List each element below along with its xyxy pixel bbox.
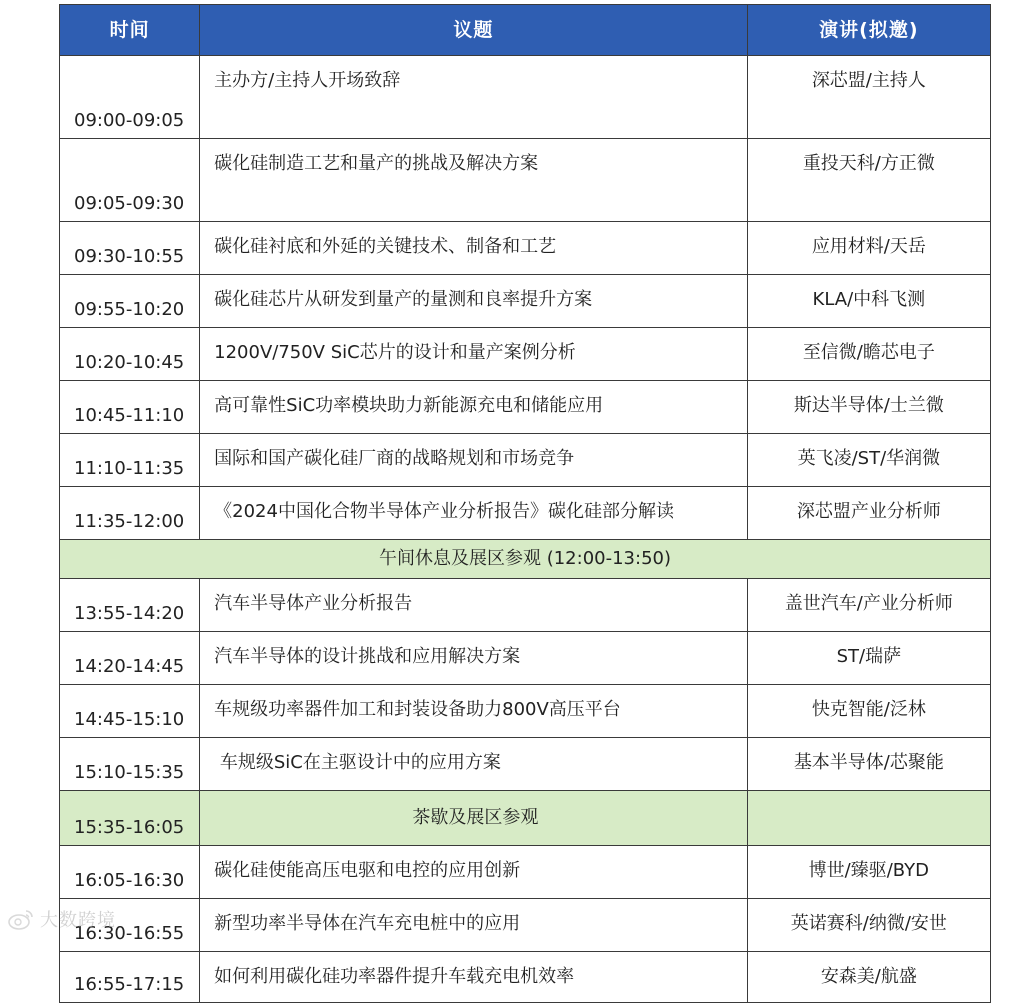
- table-row: [60, 685, 991, 738]
- session-topic: 碳化硅制造工艺和量产的挑战及解决方案: [200, 139, 748, 222]
- session-time: 10:20-10:45: [60, 328, 200, 381]
- header-row: [60, 5, 991, 56]
- session-topic: 碳化硅使能高压电驱和电控的应用创新: [200, 846, 748, 899]
- session-topic: 车规级功率器件加工和封装设备助力800V高压平台: [200, 685, 748, 738]
- session-time: 16:05-16:30: [60, 846, 200, 899]
- session-time: 11:35-12:00: [60, 487, 200, 540]
- session-topic: 碳化硅衬底和外延的关键技术、制备和工艺: [200, 222, 748, 275]
- table-row: [60, 139, 991, 222]
- table-row: [60, 275, 991, 328]
- table-row: [60, 328, 991, 381]
- lunch-break-label: 午间休息及展区参观 (12:00-13:50): [60, 540, 991, 579]
- watermark: [8, 906, 116, 932]
- lunch-break-row: [60, 540, 991, 579]
- tea-break-row: [60, 791, 991, 846]
- session-speaker: ST/瑞萨: [747, 632, 990, 685]
- agenda-table: [59, 4, 991, 1003]
- session-speaker: 深芯盟/主持人: [747, 56, 990, 139]
- table-row: [60, 846, 991, 899]
- session-speaker: 斯达半导体/士兰微: [747, 381, 990, 434]
- session-topic: 1200V/750V SiC芯片的设计和量产案例分析: [200, 328, 748, 381]
- session-speaker: KLA/中科飞测: [747, 275, 990, 328]
- watermark-text: 大数跨境: [40, 910, 116, 931]
- tea-break-label: 茶歇及展区参观: [200, 791, 748, 846]
- session-topic: 汽车半导体产业分析报告: [200, 579, 748, 632]
- table-row: [60, 579, 991, 632]
- header-topic: 议题: [200, 5, 748, 56]
- session-time: 16:55-17:15: [60, 952, 200, 1003]
- table-row: [60, 899, 991, 952]
- session-speaker: 英飞凌/ST/华润微: [747, 434, 990, 487]
- session-time: 10:45-11:10: [60, 381, 200, 434]
- session-time: 11:10-11:35: [60, 434, 200, 487]
- session-topic: 《2024中国化合物半导体产业分析报告》碳化硅部分解读: [200, 487, 748, 540]
- table-row: [60, 381, 991, 434]
- session-time: 13:55-14:20: [60, 579, 200, 632]
- session-time: 09:05-09:30: [60, 139, 200, 222]
- session-time: 16:30-16:55: [60, 899, 200, 952]
- header-speaker: 演讲(拟邀): [747, 5, 990, 56]
- session-time: 14:45-15:10: [60, 685, 200, 738]
- session-time: 09:30-10:55: [60, 222, 200, 275]
- session-speaker: 重投天科/方正微: [747, 139, 990, 222]
- table-row: [60, 222, 991, 275]
- session-topic: 车规级SiC在主驱设计中的应用方案: [200, 738, 748, 791]
- agenda-body: [60, 56, 991, 1003]
- session-topic: 新型功率半导体在汽车充电桩中的应用: [200, 899, 748, 952]
- session-speaker: 盖世汽车/产业分析师: [747, 579, 990, 632]
- session-time: 14:20-14:45: [60, 632, 200, 685]
- session-speaker: 至信微/瞻芯电子: [747, 328, 990, 381]
- session-speaker: 快克智能/泛林: [747, 685, 990, 738]
- agenda-header: [60, 5, 991, 56]
- session-topic: 高可靠性SiC功率模块助力新能源充电和储能应用: [200, 381, 748, 434]
- session-speaker: 安森美/航盛: [747, 952, 990, 1003]
- session-speaker: 博世/臻驱/BYD: [747, 846, 990, 899]
- header-time: 时间: [60, 5, 200, 56]
- tea-break-speaker-cell: [747, 791, 990, 846]
- session-time: 15:10-15:35: [60, 738, 200, 791]
- session-time: 09:00-09:05: [60, 56, 200, 139]
- table-row: [60, 632, 991, 685]
- session-topic: 如何利用碳化硅功率器件提升车载充电机效率: [200, 952, 748, 1003]
- session-topic: 主办方/主持人开场致辞: [200, 56, 748, 139]
- session-speaker: 深芯盟产业分析师: [747, 487, 990, 540]
- session-topic: 国际和国产碳化硅厂商的战略规划和市场竞争: [200, 434, 748, 487]
- session-speaker: 基本半导体/芯聚能: [747, 738, 990, 791]
- tea-break-time: 15:35-16:05: [60, 791, 200, 846]
- table-row: [60, 56, 991, 139]
- weibo-logo-icon: [8, 908, 34, 930]
- table-row: [60, 952, 991, 1003]
- session-topic: 汽车半导体的设计挑战和应用解决方案: [200, 632, 748, 685]
- session-time: 09:55-10:20: [60, 275, 200, 328]
- session-topic: 碳化硅芯片从研发到量产的量测和良率提升方案: [200, 275, 748, 328]
- table-row: [60, 487, 991, 540]
- table-row: [60, 738, 991, 791]
- session-speaker: 英诺赛科/纳微/安世: [747, 899, 990, 952]
- table-row: [60, 434, 991, 487]
- session-speaker: 应用材料/天岳: [747, 222, 990, 275]
